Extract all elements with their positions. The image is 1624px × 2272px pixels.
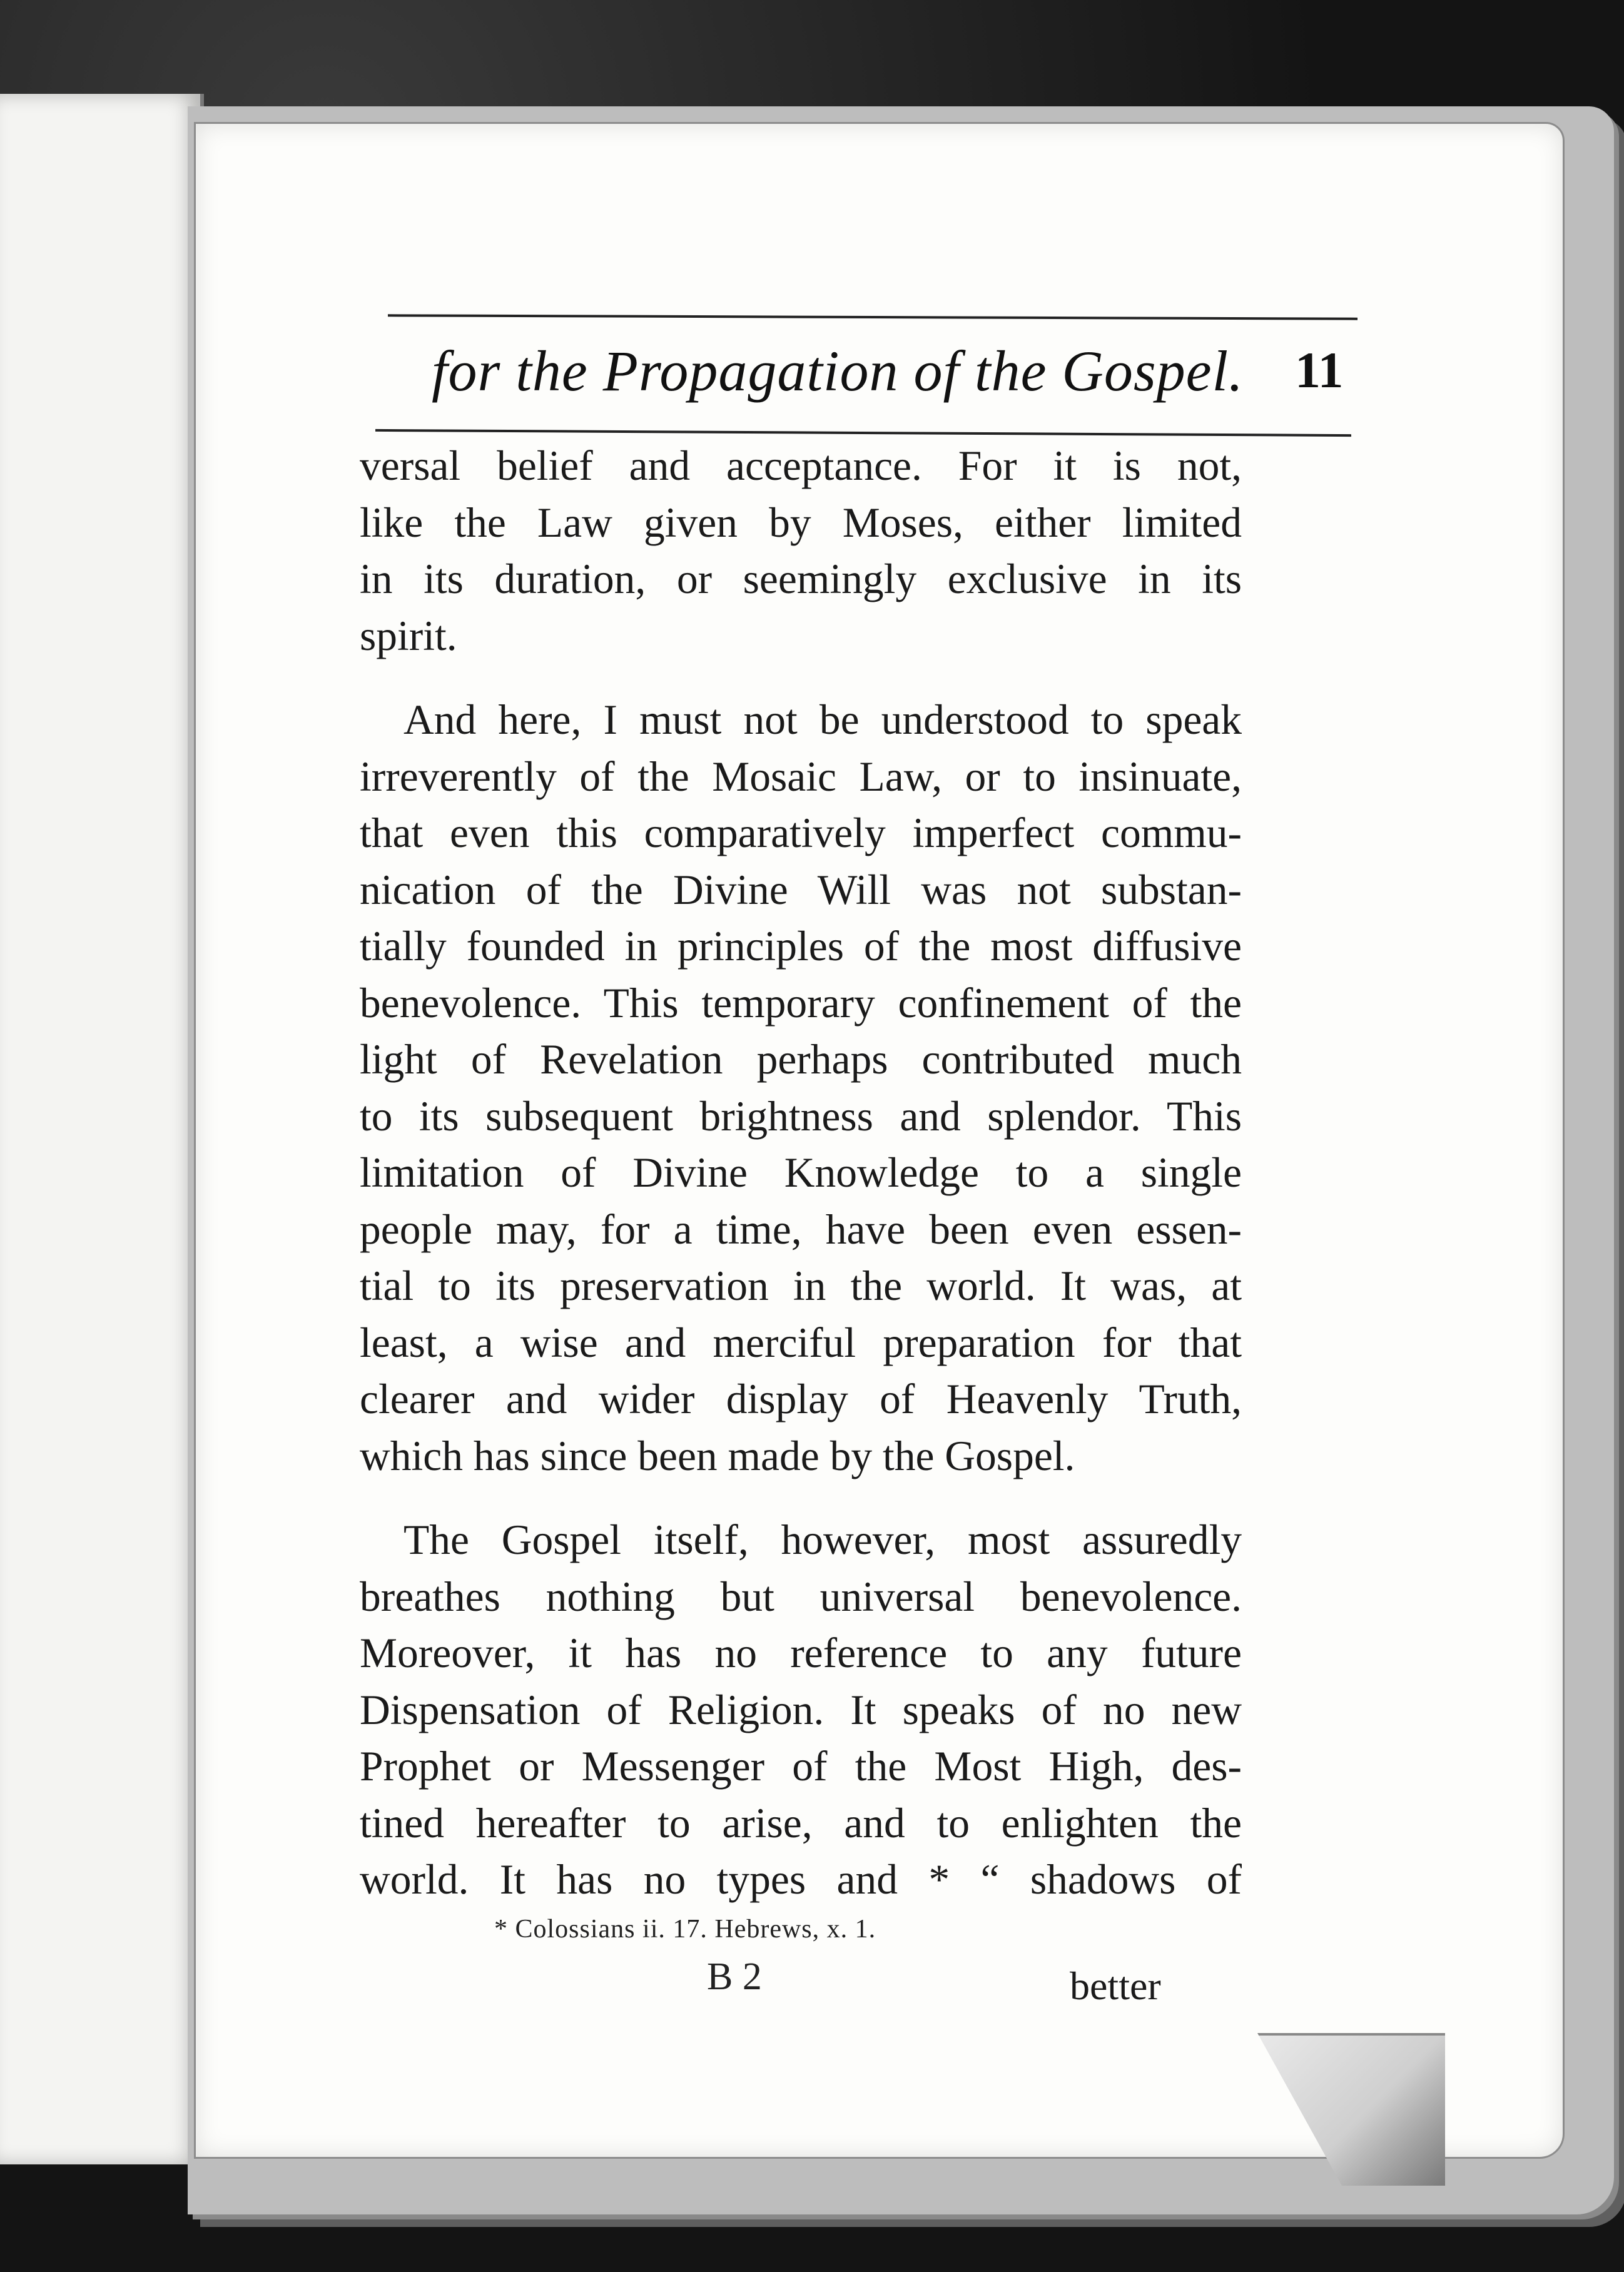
- paragraph-2: [360, 692, 1242, 1484]
- text-line: light of Revelation perhaps contributed much: [360, 1036, 1242, 1083]
- text-line: The Gospel itself, however, most assuredly: [403, 1516, 1242, 1563]
- text-line: tial to its preservation in the world. It was, at: [360, 1262, 1242, 1309]
- body-text: [360, 438, 1242, 1909]
- text-line: tially founded in principles of the most diffusive: [360, 923, 1242, 970]
- text-line: like the Law given by Moses, either limited: [360, 499, 1242, 546]
- text-line: that even this comparatively imperfect commu-: [360, 809, 1242, 856]
- paragraph-3: [360, 1512, 1242, 1909]
- footnote: * Colossians ii. 17. Hebrews, x. 1.: [494, 1915, 876, 1944]
- text-line: limitation of Divine Knowledge to a single: [360, 1149, 1242, 1196]
- text-line: versal belief and acceptance. For it is not,: [360, 442, 1242, 489]
- paragraph-1: [360, 438, 1242, 664]
- text-line: clearer and wider display of Heavenly Truth,: [360, 1376, 1242, 1423]
- page-number: 11: [1295, 342, 1344, 398]
- text-line: Moreover, it has no reference to any future: [360, 1630, 1242, 1676]
- text-line: And here, I must not be understood to speak: [403, 696, 1242, 743]
- text-line: people may, for a time, have been even essen-: [360, 1205, 1242, 1253]
- text-line: benevolence. This temporary confinement of the: [360, 979, 1242, 1027]
- text-line: least, a wise and merciful preparation for that: [360, 1319, 1242, 1366]
- text-line: tined hereafter to arise, and to enlighten the: [360, 1799, 1242, 1847]
- text-line: nication of the Divine Will was not substan-: [360, 866, 1242, 913]
- text-line: spirit.: [360, 612, 457, 659]
- signature-mark: B 2: [707, 1955, 762, 1998]
- text-line: which has since been made by the Gospel.: [360, 1432, 1075, 1479]
- left-page-edge: [0, 94, 204, 2164]
- text-line: world. It has no types and * “ shadows of: [360, 1856, 1242, 1903]
- text-line: to its subsequent brightness and splendor. This: [360, 1092, 1242, 1140]
- text-line: Dispensation of Religion. It speaks of no new: [360, 1686, 1242, 1733]
- text-line: Prophet or Messenger of the Most High, des-: [360, 1743, 1242, 1790]
- text-line: in its duration, or seemingly exclusive in its: [360, 555, 1242, 602]
- catchword: better: [1070, 1964, 1161, 2008]
- text-line: irreverently of the Mosaic Law, or to insinuate,: [360, 753, 1242, 800]
- text-line: breathes nothing but universal benevolence.: [360, 1573, 1242, 1620]
- running-head: for the Propagation of the Gospel.: [432, 339, 1244, 403]
